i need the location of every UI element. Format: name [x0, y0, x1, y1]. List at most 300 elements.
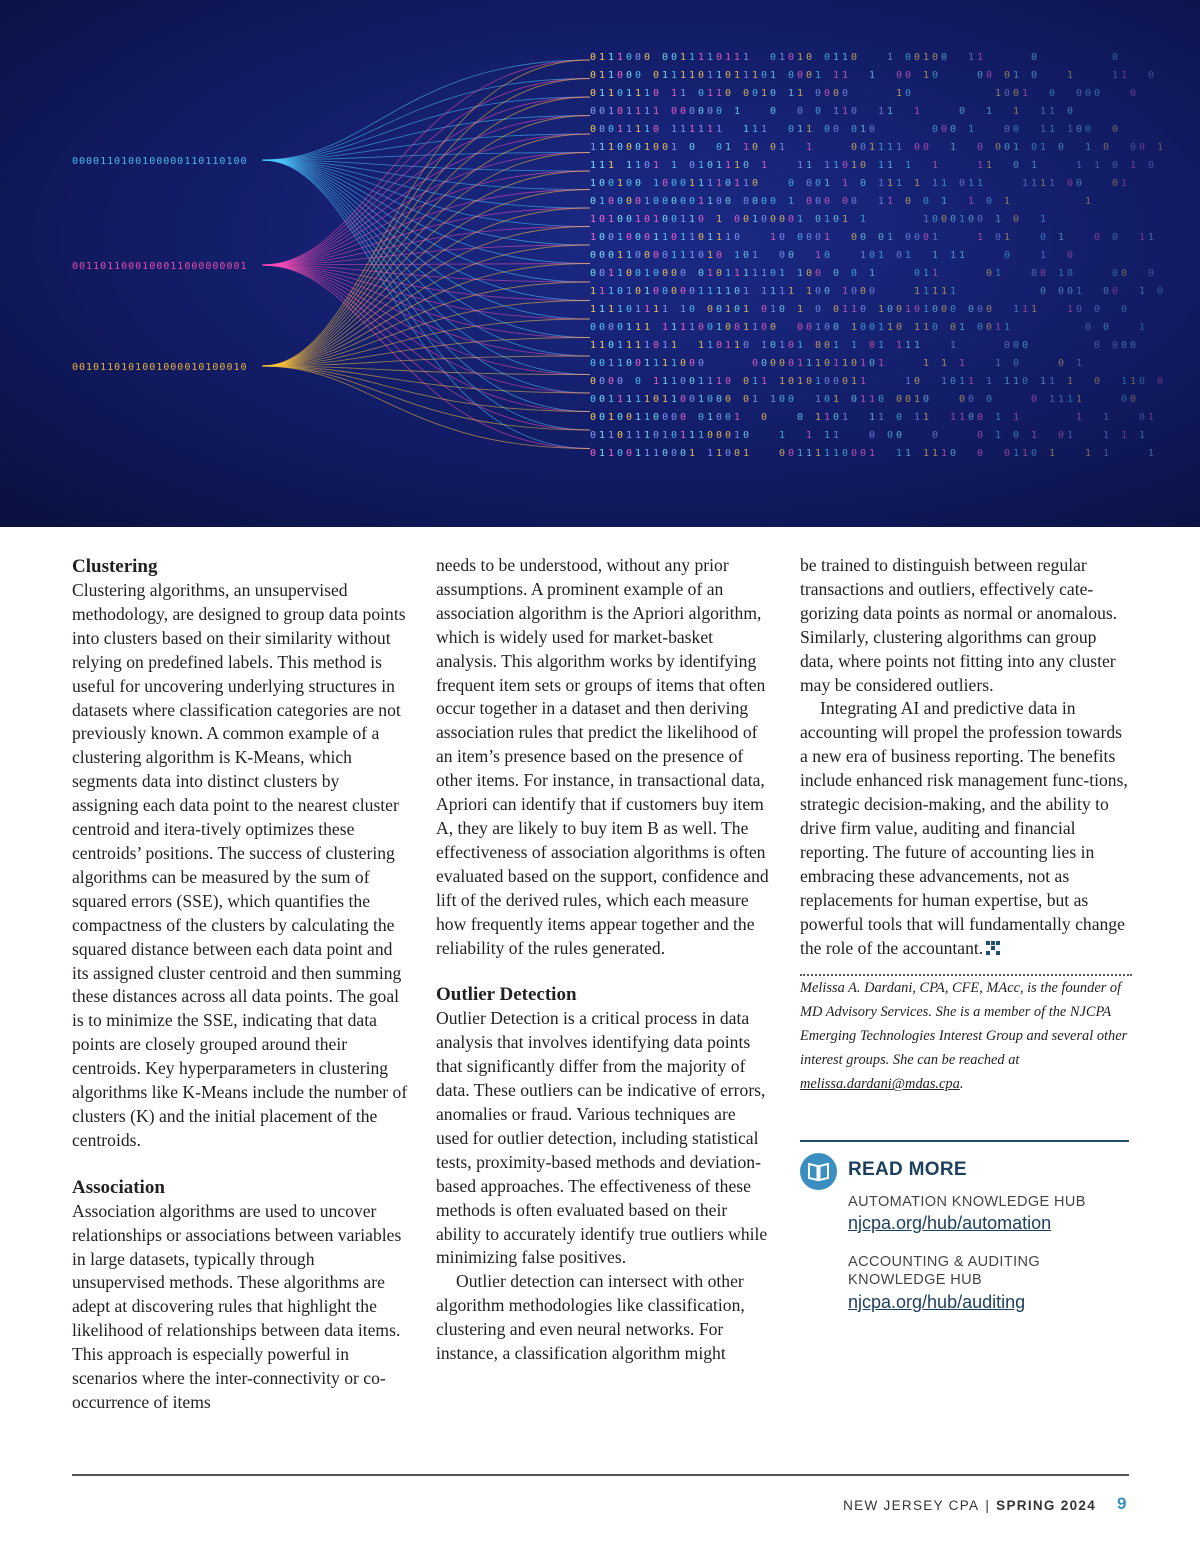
- binary-digit: 0: [833, 376, 840, 387]
- binary-digit: 0: [1130, 340, 1137, 351]
- binary-digit: 0: [932, 52, 939, 63]
- binary-digit: 0: [761, 70, 768, 81]
- binary-digit: 1: [824, 178, 831, 189]
- binary-digit: 0: [617, 196, 624, 207]
- binary-digit: 1: [761, 88, 768, 99]
- binary-digit: 1: [842, 178, 849, 189]
- binary-digit: 1: [986, 160, 993, 171]
- binary-digit: 1: [752, 214, 759, 225]
- binary-digit: 1: [1067, 376, 1074, 387]
- binary-digit: 1: [1121, 178, 1128, 189]
- binary-digit: 1: [635, 394, 642, 405]
- binary-digit: 0: [617, 448, 624, 459]
- binary-digit: 1: [725, 142, 732, 153]
- binary-digit: 0: [743, 250, 750, 261]
- binary-digit: 0: [1067, 286, 1074, 297]
- binary-digit: 1: [905, 160, 912, 171]
- binary-digit: 1: [689, 178, 696, 189]
- binary-digit: 0: [599, 376, 606, 387]
- binary-digit: 1: [1049, 124, 1056, 135]
- binary-digit: 0: [698, 358, 705, 369]
- binary-digit: 0: [698, 322, 705, 333]
- binary-digit: 0: [806, 52, 813, 63]
- binary-digit: 1: [806, 448, 813, 459]
- binary-digit: 1: [851, 322, 858, 333]
- binary-digit: 1: [698, 394, 705, 405]
- binary-digit: 0: [1103, 286, 1110, 297]
- binary-digit: 1: [698, 196, 705, 207]
- binary-digit: 1: [1022, 448, 1029, 459]
- binary-digit: 0: [986, 70, 993, 81]
- issue-date: SPRING 2024: [996, 1498, 1096, 1513]
- binary-digit: 0: [1004, 70, 1011, 81]
- binary-digit: 0: [635, 376, 642, 387]
- binary-digit: 0: [779, 448, 786, 459]
- binary-digit: 1: [680, 430, 687, 441]
- binary-digit: 0: [725, 394, 732, 405]
- binary-digit: 1: [869, 394, 876, 405]
- binary-digit: 0: [815, 214, 822, 225]
- binary-digit: 0: [986, 394, 993, 405]
- binary-digit: 1: [734, 160, 741, 171]
- binary-digit: 0: [932, 304, 939, 315]
- binary-digit: 1: [698, 286, 705, 297]
- binary-digit: 1: [851, 304, 858, 315]
- binary-digit: 0: [851, 232, 858, 243]
- author-bio: [800, 976, 1132, 1096]
- binary-digit: 1: [725, 340, 732, 351]
- binary-digit: 0: [788, 358, 795, 369]
- binary-digit: 0: [671, 232, 678, 243]
- binary-digit: 1: [671, 376, 678, 387]
- binary-digit: 0: [995, 232, 1002, 243]
- outlier-paragraph-continued: be trained to distinguish between regular transactions and outliers, effectively cate-gorizing data points as normal or anomalous. Similarly, clustering algorithms can group data, where points not fitting into any cluster may be considered outliers.: [800, 555, 1118, 695]
- binary-digit: 0: [716, 304, 723, 315]
- binary-digit: 1: [887, 322, 894, 333]
- binary-digit: 0: [815, 178, 822, 189]
- binary-digit: 1: [635, 448, 642, 459]
- binary-digit: 0: [590, 88, 597, 99]
- binary-digit: 1: [923, 448, 930, 459]
- binary-digit: 0: [977, 304, 984, 315]
- binary-digit: 0: [1031, 448, 1038, 459]
- binary-digit: 0: [1058, 358, 1065, 369]
- binary-digit: 1: [707, 448, 714, 459]
- binary-digit: 1: [815, 376, 822, 387]
- binary-digit: 0: [761, 358, 768, 369]
- binary-digit: 0: [824, 376, 831, 387]
- binary-digit: 1: [779, 340, 786, 351]
- binary-digit: 0: [662, 196, 669, 207]
- binary-source-row: 0000110100100000110110100: [72, 156, 248, 167]
- binary-digit: 1: [914, 106, 921, 117]
- outlier-paragraph-2: Outlier detection can intersect with other algorithm methodologies like classification, clustering and even neural networks. For instance, a classification algorithm might: [436, 1271, 745, 1364]
- binary-digit: 0: [752, 196, 759, 207]
- binary-digit: 0: [1112, 340, 1119, 351]
- binary-digit: 1: [950, 340, 957, 351]
- binary-digit: 0: [725, 178, 732, 189]
- binary-digit: 0: [689, 358, 696, 369]
- binary-digit: 0: [653, 88, 660, 99]
- binary-digit: 1: [995, 214, 1002, 225]
- binary-digit: 1: [617, 394, 624, 405]
- binary-digit: 0: [716, 430, 723, 441]
- binary-digit: 1: [1049, 106, 1056, 117]
- binary-digit: 0: [1022, 340, 1029, 351]
- binary-digit: 0: [950, 322, 957, 333]
- binary-digit: 1: [860, 358, 867, 369]
- binary-digit: 1: [707, 52, 714, 63]
- binary-digit: 0: [1013, 124, 1020, 135]
- binary-digit: 0: [914, 142, 921, 153]
- binary-digit: 1: [662, 394, 669, 405]
- binary-digit: 1: [806, 124, 813, 135]
- binary-digit: 1: [644, 448, 651, 459]
- binary-digit: 1: [941, 448, 948, 459]
- binary-digit: 0: [644, 214, 651, 225]
- binary-digit: 1: [824, 214, 831, 225]
- binary-digit: 0: [896, 394, 903, 405]
- binary-digit: 0: [707, 304, 714, 315]
- binary-digit: 1: [779, 52, 786, 63]
- binary-digit: 1: [770, 70, 777, 81]
- binary-digit: 1: [626, 394, 633, 405]
- binary-digit: 1: [1130, 376, 1137, 387]
- binary-digit: 1: [923, 70, 930, 81]
- binary-digit: 0: [779, 214, 786, 225]
- binary-digit: 0: [626, 52, 633, 63]
- binary-digit: 0: [626, 304, 633, 315]
- binary-digit: 1: [950, 286, 957, 297]
- binary-digit: 0: [1013, 88, 1020, 99]
- binary-digit: 1: [1040, 250, 1047, 261]
- binary-digit: 0: [590, 52, 597, 63]
- binary-digit: 1: [995, 322, 1002, 333]
- binary-digit: 0: [1004, 88, 1011, 99]
- binary-digit: 0: [761, 412, 768, 423]
- binary-digit: 1: [725, 268, 732, 279]
- binary-digit: 0: [635, 142, 642, 153]
- binary-digit: 0: [806, 178, 813, 189]
- binary-digit: 0: [680, 412, 687, 423]
- binary-digit: 0: [590, 196, 597, 207]
- binary-digit: 1: [932, 232, 939, 243]
- binary-digit: 1: [734, 340, 741, 351]
- binary-digit: 1: [869, 142, 876, 153]
- binary-digit: 1: [734, 430, 741, 441]
- binary-digit: 1: [707, 250, 714, 261]
- binary-digit: 1: [635, 124, 642, 135]
- binary-digit: 1: [959, 376, 966, 387]
- binary-digit: 1: [824, 448, 831, 459]
- binary-digit: 1: [590, 340, 597, 351]
- binary-digit: 1: [590, 160, 597, 171]
- binary-digit: 1: [905, 340, 912, 351]
- binary-digit: 1: [1049, 178, 1056, 189]
- binary-digit: 1: [824, 232, 831, 243]
- binary-digit: 1: [671, 340, 678, 351]
- binary-digit: 0: [878, 232, 885, 243]
- binary-digit: 1: [1085, 448, 1092, 459]
- binary-digit: 0: [851, 286, 858, 297]
- binary-digit: 1: [959, 214, 966, 225]
- binary-digit: 0: [770, 322, 777, 333]
- author-email-link[interactable]: melissa.dardani@mdas.cpa: [800, 1076, 960, 1093]
- binary-digit: 1: [878, 142, 885, 153]
- binary-digit: 0: [1121, 394, 1128, 405]
- binary-digit: 1: [797, 340, 804, 351]
- binary-digit: 0: [1031, 142, 1038, 153]
- binary-digit: 0: [1058, 142, 1065, 153]
- binary-digit: 1: [644, 106, 651, 117]
- binary-digit: 1: [608, 88, 615, 99]
- outlier-paragraph: Outlier Detection is a critical process in data analysis that involves identifying data points that significantly differ from the majority of data. These outliers can be indicative of errors, anomalies or fraud. Various techniques are used for outlier detection, including statistical tests, proximity-based methods and deviation-based approaches. The effectiveness of these methods is often evaluated based on their ability to accurately identify true outliers while minimizing false positives.: [436, 1008, 768, 1268]
- binary-source-row: 0011011000100011000000001: [72, 261, 248, 272]
- binary-digit: 0: [644, 250, 651, 261]
- binary-digit: 0: [662, 448, 669, 459]
- association-paragraph: Association algorithms are used to uncover relationships or associations between variables in large datasets, typically through unsupervised methods. These algorithms are adept at discovering rules that highlight the likelihood of relationships between data items. This approach is especially powerful in scenarios where the inter-connectivity or co-occurrence of items: [72, 1200, 402, 1412]
- binary-digit: 0: [734, 448, 741, 459]
- binary-digit: 1: [923, 412, 930, 423]
- binary-digit: 0: [662, 412, 669, 423]
- binary-digit: 0: [716, 52, 723, 63]
- binary-digit: 1: [1013, 448, 1020, 459]
- binary-digit: 0: [806, 322, 813, 333]
- binary-digit: 1: [833, 448, 840, 459]
- binary-digit: 1: [995, 358, 1002, 369]
- binary-digit: 1: [887, 106, 894, 117]
- binary-digit: 1: [644, 124, 651, 135]
- binary-digit: 0: [599, 178, 606, 189]
- binary-digit: 0: [914, 376, 921, 387]
- binary-digit: 0: [869, 358, 876, 369]
- binary-digit: 0: [653, 124, 660, 135]
- binary-digit: 1: [1058, 232, 1065, 243]
- binary-digit: 0: [725, 448, 732, 459]
- binary-digit: 0: [1076, 88, 1083, 99]
- binary-digit: 0: [698, 70, 705, 81]
- binary-digit: 1: [599, 286, 606, 297]
- binary-digit: 1: [734, 70, 741, 81]
- binary-digit: 1: [977, 52, 984, 63]
- binary-digit: 0: [833, 304, 840, 315]
- binary-digit: 1: [815, 70, 822, 81]
- binary-digit: 1: [833, 394, 840, 405]
- binary-digit: 1: [779, 286, 786, 297]
- binary-digit: 0: [977, 70, 984, 81]
- binary-digit: 1: [752, 124, 759, 135]
- binary-digit: 1: [716, 70, 723, 81]
- binary-digit: 1: [698, 340, 705, 351]
- binary-digit: 0: [608, 178, 615, 189]
- binary-digit: 0: [734, 232, 741, 243]
- binary-digit: 1: [644, 394, 651, 405]
- binary-digit: 0: [923, 232, 930, 243]
- binary-digit: 1: [626, 286, 633, 297]
- binary-digit: 1: [608, 70, 615, 81]
- binary-digit: 0: [779, 358, 786, 369]
- binary-digit: 0: [851, 358, 858, 369]
- binary-digit: 0: [671, 268, 678, 279]
- binary-digit: 0: [842, 376, 849, 387]
- binary-digit: 0: [644, 160, 651, 171]
- binary-digit: 0: [1112, 232, 1119, 243]
- binary-digit: 0: [617, 430, 624, 441]
- binary-digit: 0: [1013, 340, 1020, 351]
- binary-digit: 1: [959, 322, 966, 333]
- binary-digit: 1: [617, 232, 624, 243]
- binary-digit: 0: [707, 160, 714, 171]
- binary-digit: 0: [608, 322, 615, 333]
- binary-digit: 0: [662, 250, 669, 261]
- binary-digit: 1: [842, 52, 849, 63]
- binary-digit: 1: [815, 394, 822, 405]
- binary-digit: 1: [1058, 394, 1065, 405]
- binary-digit: 0: [617, 412, 624, 423]
- binary-digit: 0: [824, 322, 831, 333]
- binary-digit: 0: [1157, 376, 1164, 387]
- binary-digit: 1: [815, 448, 822, 459]
- binary-digit: 0: [977, 430, 984, 441]
- binary-digit: 1: [1067, 304, 1074, 315]
- automation-hub-link[interactable]: njcpa.org/hub/automation: [848, 1213, 1052, 1233]
- binary-digit: 0: [851, 142, 858, 153]
- binary-digit: 0: [788, 448, 795, 459]
- binary-digit: 1: [743, 448, 750, 459]
- binary-digit: 1: [608, 358, 615, 369]
- clustering-paragraph: Clustering algorithms, an unsupervised methodology, are designed to group data points into clusters based on their similarity without relying on predefined labels. This method is useful for uncovering underlying structures in datasets where classification categories are not previously known. A common example of a clustering algorithm is K-Means, which segments data into distinct clusters by assigning each data point to the nearest cluster centroid and itera-tively optimizes these centroids’ positions. The success of clustering algorithms can be measured by the sum of squared errors (SSE), which quantifies the compactness of the clusters by calculating the squared distance between each data point and its assigned cluster centroid and then summing these distances across all data points. The goal is to minimize the SSE, indicating that data points are closely grouped around their centroids. Key hyperparameters in clustering algorithms like K-Means include the number of clusters (K) and the initial placement of the centroids.: [72, 580, 408, 1150]
- binary-digit: 0: [1094, 304, 1101, 315]
- binary-digit: 0: [1004, 124, 1011, 135]
- binary-digit: 0: [689, 286, 696, 297]
- binary-digit: 1: [887, 196, 894, 207]
- binary-digit: 1: [806, 430, 813, 441]
- binary-digit: 0: [707, 394, 714, 405]
- binary-digit: 0: [824, 250, 831, 261]
- binary-digit: 0: [770, 340, 777, 351]
- binary-digit: 0: [653, 250, 660, 261]
- binary-digit: 0: [788, 394, 795, 405]
- binary-digit: 0: [698, 106, 705, 117]
- binary-digit: 0: [635, 232, 642, 243]
- binary-digit: 1: [896, 178, 903, 189]
- binary-digit: 1: [1022, 88, 1029, 99]
- binary-digit: 1: [734, 250, 741, 261]
- binary-digit: 0: [698, 214, 705, 225]
- binary-digit: 1: [707, 196, 714, 207]
- binary-digit: 1: [842, 214, 849, 225]
- binary-digit: 1: [707, 178, 714, 189]
- binary-digit: 0: [833, 322, 840, 333]
- binary-digit: 1: [1139, 286, 1146, 297]
- binary-digit: 1: [950, 412, 957, 423]
- binary-digit: 0: [626, 142, 633, 153]
- binary-digit: 0: [986, 196, 993, 207]
- binary-digit: 0: [671, 412, 678, 423]
- binary-digit: 0: [1040, 232, 1047, 243]
- binary-digit: 0: [815, 196, 822, 207]
- binary-digit: 1: [1022, 178, 1029, 189]
- binary-digit: 0: [725, 70, 732, 81]
- binary-digit: 1: [752, 394, 759, 405]
- binary-digit: 1: [743, 304, 750, 315]
- binary-digit: 1: [878, 304, 885, 315]
- binary-digit: 0: [689, 160, 696, 171]
- binary-digit: 1: [752, 322, 759, 333]
- binary-digit: 1: [653, 106, 660, 117]
- binary-digit: 0: [788, 52, 795, 63]
- binary-digit: 1: [1085, 196, 1092, 207]
- binary-digit: 0: [671, 178, 678, 189]
- binary-digit: 1: [743, 286, 750, 297]
- binary-digit: 1: [959, 250, 966, 261]
- binary-digit: 1: [878, 322, 885, 333]
- binary-digit: 0: [599, 268, 606, 279]
- binary-digit: 1: [851, 340, 858, 351]
- binary-digit: 1: [626, 430, 633, 441]
- binary-digit: 0: [734, 286, 741, 297]
- binary-digit: 1: [878, 196, 885, 207]
- binary-digit: 1: [671, 322, 678, 333]
- binary-digit: 0: [626, 196, 633, 207]
- binary-digit: 1: [716, 286, 723, 297]
- binary-digit: 0: [833, 214, 840, 225]
- binary-digit: 1: [1013, 412, 1020, 423]
- binary-digit: 0: [770, 106, 777, 117]
- binary-digit: 1: [644, 412, 651, 423]
- binary-digit: 1: [770, 394, 777, 405]
- binary-digit: 0: [653, 286, 660, 297]
- binary-digit: 0: [680, 358, 687, 369]
- binary-digit: 1: [968, 376, 975, 387]
- binary-digit: 0: [869, 250, 876, 261]
- binary-digit: 0: [752, 88, 759, 99]
- binary-digit: 0: [1139, 412, 1146, 423]
- binary-digit: 0: [788, 376, 795, 387]
- binary-digit: 0: [797, 232, 804, 243]
- binary-digit: 0: [1004, 340, 1011, 351]
- binary-digit: 1: [761, 160, 768, 171]
- binary-digit: 1: [617, 268, 624, 279]
- binary-digit: 1: [770, 286, 777, 297]
- binary-digit: 1: [1076, 412, 1083, 423]
- binary-digit: 1: [761, 268, 768, 279]
- binary-digit: 0: [608, 250, 615, 261]
- binary-digit: 0: [1076, 178, 1083, 189]
- binary-digit: 1: [833, 70, 840, 81]
- binary-digit: 1: [878, 358, 885, 369]
- binary-digit: 0: [626, 178, 633, 189]
- binary-digit: 0: [1022, 376, 1029, 387]
- binary-digit: 1: [689, 52, 696, 63]
- binary-digit: 1: [644, 304, 651, 315]
- binary-digit: 0: [779, 250, 786, 261]
- binary-digit: 1: [644, 322, 651, 333]
- binary-digit: 1: [680, 214, 687, 225]
- binary-digit: 1: [896, 340, 903, 351]
- binary-digit: 0: [608, 232, 615, 243]
- binary-digit: 0: [860, 304, 867, 315]
- binary-digit: 1: [653, 160, 660, 171]
- auditing-hub-link[interactable]: njcpa.org/hub/auditing: [848, 1292, 1026, 1312]
- binary-digit: 1: [1031, 304, 1038, 315]
- binary-digit: 1: [680, 52, 687, 63]
- binary-digit: 0: [1031, 52, 1038, 63]
- binary-digit: 0: [680, 196, 687, 207]
- binary-digit: 0: [842, 448, 849, 459]
- binary-digit: 1: [1112, 70, 1119, 81]
- binary-digit: 0: [671, 430, 678, 441]
